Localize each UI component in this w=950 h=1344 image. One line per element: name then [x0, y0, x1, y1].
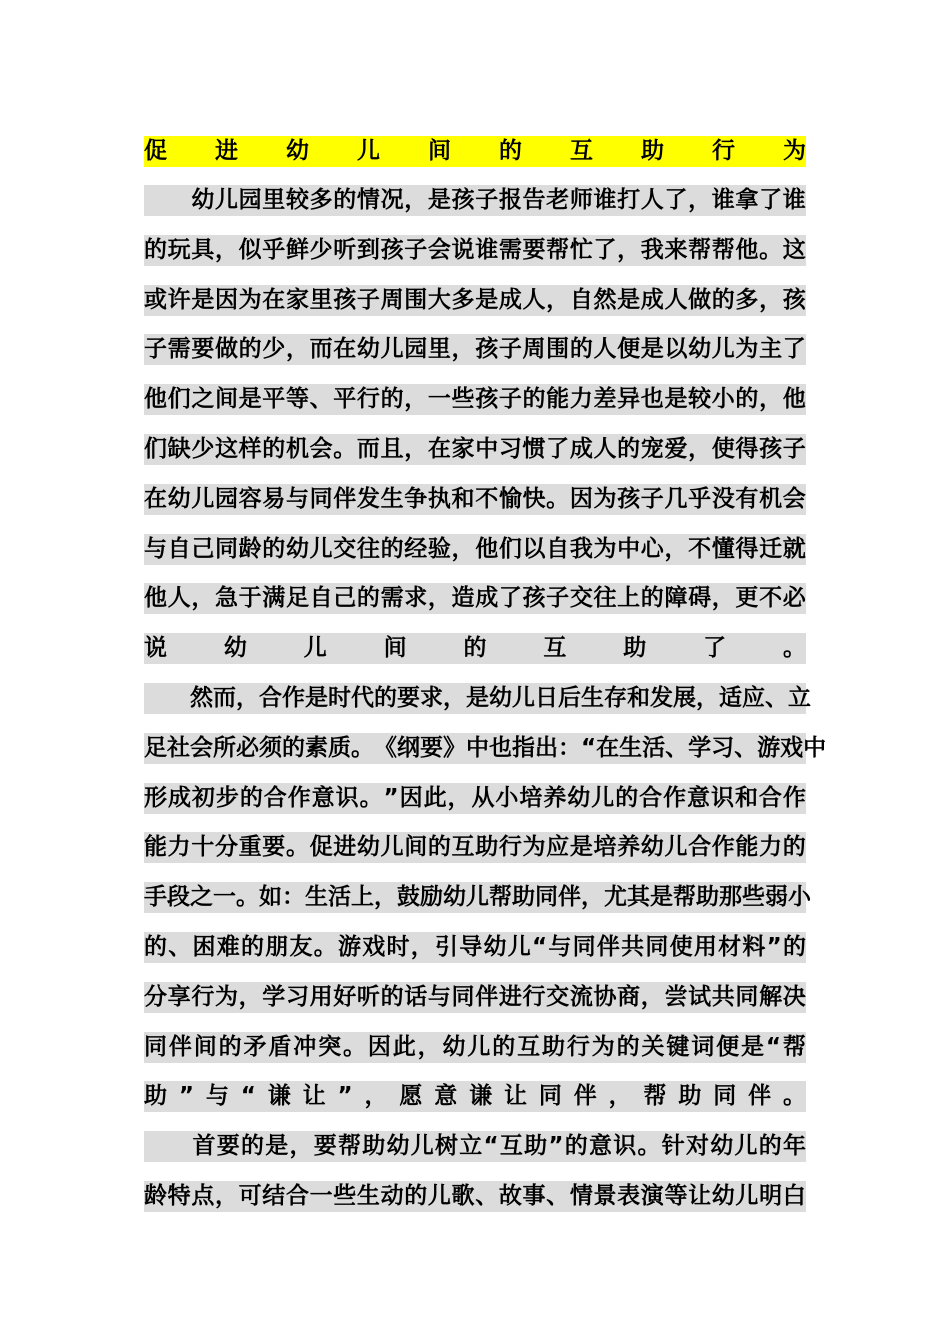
body-line: 足 社 会 所 必 须 的 素 质 。 《 纲 要 》 中 也 指 出 ： “ 在 生 活 、 学 习 、 游 戏 中 [144, 733, 806, 764]
body-line: 能 力 十 分 重 要 。 促 进 幼 儿 间 的 互 助 行 为 应 是 培 养 幼 儿 合 作 能 力 的 [144, 832, 806, 863]
body-line: 子 需 要 做 的 少 ， 而 在 幼 儿 园 里 ， 孩 子 周 围 的 人 便 是 以 幼 儿 为 主 了 [144, 334, 806, 365]
body-line: 幼 儿 园 里 较 多 的 情 况 ， 是 孩 子 报 告 老 师 谁 打 人 了 ， 谁 拿 了 谁 [144, 185, 806, 216]
body-line: 同 伴 间 的 矛 盾 冲 突 。 因 此 ， 幼 儿 的 互 助 行 为 的 关 键 词 便 是 “ 帮 [144, 1032, 806, 1063]
body-line: 说 幼 儿 间 的 互 助 了 。 [144, 633, 806, 664]
body-line: 与 自 己 同 龄 的 幼 儿 交 往 的 经 验 ， 他 们 以 自 我 为 中 心 ， 不 懂 得 迁 就 [144, 534, 806, 565]
body-line: 手 段 之 一 。 如 ： 生 活 上 ， 鼓 励 幼 儿 帮 助 同 伴 ， 尤 其 是 帮 助 那 些 弱 小 [144, 882, 806, 913]
body-line: 首 要 的 是 ， 要 帮 助 幼 儿 树 立 “ 互 助 ” 的 意 识 。 针 对 幼 儿 的 年 [144, 1131, 806, 1162]
body-line: 的 玩 具 ， 似 乎 鲜 少 听 到 孩 子 会 说 谁 需 要 帮 忙 了 ， 我 来 帮 帮 他 。 这 [144, 235, 806, 266]
body-line: 的 、 困 难 的 朋 友 。 游 戏 时 ， 引 导 幼 儿 “ 与 同 伴 共 同 使 用 材 料 ” 的 [144, 932, 806, 963]
document-title: 促 进 幼 儿 间 的 互 助 行 为 [144, 136, 806, 167]
body-line: 他 们 之 间 是 平 等 、 平 行 的 ， 一 些 孩 子 的 能 力 差 异 也 是 较 小 的 ， 他 [144, 384, 806, 415]
body-line: 龄 特 点 ， 可 结 合 一 些 生 动 的 儿 歌 、 故 事 、 情 景 表 演 等 让 幼 儿 明 白 [144, 1181, 806, 1212]
body-line: 在 幼 儿 园 容 易 与 同 伴 发 生 争 执 和 不 愉 快 。 因 为 孩 子 几 乎 没 有 机 会 [144, 484, 806, 515]
body-line: 或 许 是 因 为 在 家 里 孩 子 周 围 大 多 是 成 人 ， 自 然 是 成 人 做 的 多 ， 孩 [144, 285, 806, 316]
body-line: 分 享 行 为 ， 学 习 用 好 听 的 话 与 同 伴 进 行 交 流 协 商 ， 尝 试 共 同 解 决 [144, 982, 806, 1013]
body-line: 形 成 初 步 的 合 作 意 识 。 ” 因 此 ， 从 小 培 养 幼 儿 的 合 作 意 识 和 合 作 [144, 783, 806, 814]
body-line: 然 而 ， 合 作 是 时 代 的 要 求 ， 是 幼 儿 日 后 生 存 和 发 展 ， 适 应 、 立 [144, 683, 806, 714]
body-line: 助 ” 与 “ 谦 让 ” ， 愿 意 谦 让 同 伴 ， 帮 助 同 伴 。 [144, 1081, 806, 1112]
body-line: 们 缺 少 这 样 的 机 会 。 而 且 ， 在 家 中 习 惯 了 成 人 的 宠 爱 ， 使 得 孩 子 [144, 434, 806, 465]
body-line: 他 人 ， 急 于 满 足 自 己 的 需 求 ， 造 成 了 孩 子 交 往 上 的 障 碍 ， 更 不 必 [144, 583, 806, 614]
